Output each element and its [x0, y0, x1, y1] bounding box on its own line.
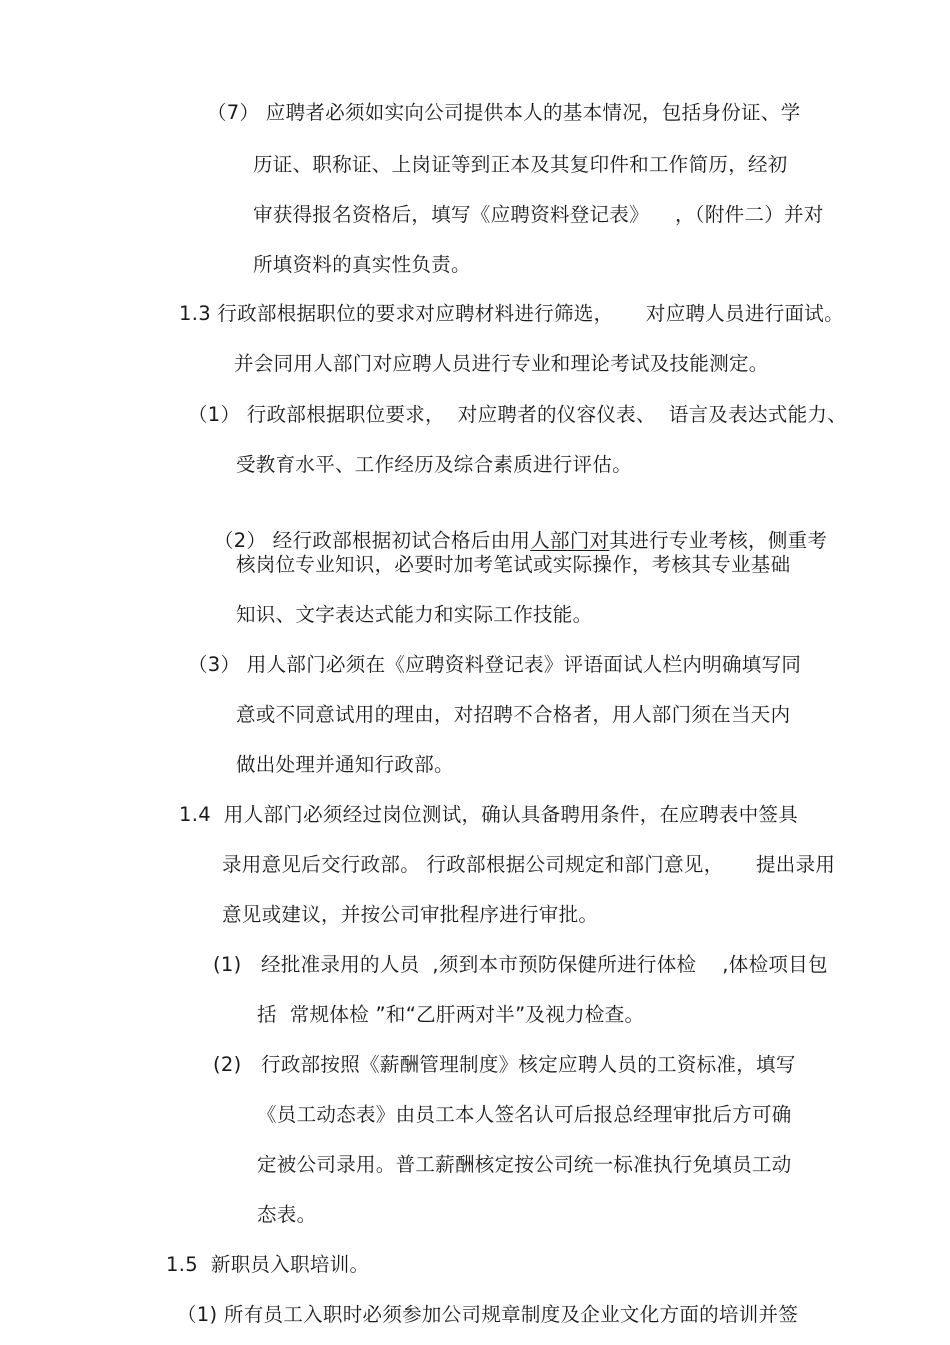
text-segment: （2） 经行政部根据初试合格后由用	[214, 529, 531, 552]
text-line: （1) 所有员工入职时必须参加公司规章制度及企业文化方面的培训并签	[177, 1303, 799, 1326]
text-line: (2) 行政部按照《薪酬管理制度》核定应聘人员的工资标准，填写	[213, 1053, 796, 1076]
text-line: （3） 用人部门必须在《应聘资料登记表》评语面试人栏内明确填写同	[188, 653, 802, 676]
text-line: 意见或建议，并按公司审批程序进行审批。	[222, 903, 599, 926]
text-line: （1） 行政部根据职位要求， 对应聘者的仪容仪表、 语言及表达式能力、	[188, 403, 847, 426]
text-line: 定被公司录用。普工薪酬核定按公司统一标准执行免填员工动	[257, 1153, 792, 1176]
text-segment: 其进行专业考核，侧重考	[609, 529, 828, 552]
section-heading: 1.4 用人部门必须经过岗位测试，确认具备聘用条件，在应聘表中签具	[179, 803, 799, 826]
text-line: 态表。	[257, 1203, 317, 1226]
text-line: 《员工动态表》由员工本人签名认可后报总经理审批后方可确	[257, 1103, 792, 1126]
text-line: 括 常规体检 ”和“乙肝两对半”及视力检查。	[257, 1003, 645, 1026]
text-line: 意或不同意试用的理由，对招聘不合格者，用人部门须在当天内	[236, 703, 791, 726]
text-line: （7） 应聘者必须如实向公司提供本人的基本情况，包括身份证、学	[207, 101, 801, 124]
text-line: (1) 经批准录用的人员 ,须到本市预防保健所进行体检 ,体检项目包	[213, 953, 828, 976]
text-line: 历证、职称证、上岗证等到正本及其复印件和工作简历，经初	[253, 153, 788, 176]
text-line: 核岗位专业知识，必要时加考笔试或实际操作，考核其专业基础	[236, 553, 791, 576]
text-line: 所填资料的真实性负责。	[253, 253, 471, 276]
text-line: 知识、文字表达式能力和实际工作技能。	[236, 603, 593, 626]
underlined-text: 人部门对	[530, 529, 610, 552]
text-line: 录用意见后交行政部。 行政部根据公司规定和部门意见， 提出录用	[222, 853, 836, 876]
section-heading: 1.5 新职员入职培训。	[166, 1253, 370, 1276]
text-line: 受教育水平、工作经历及综合素质进行评估。	[236, 453, 633, 476]
text-line: 做出处理并通知行政部。	[236, 753, 454, 776]
text-line: 审获得报名资格后，填写《应聘资料登记表》 ，（附件二）并对	[253, 203, 824, 226]
section-heading: 1.3 行政部根据职位的要求对应聘材料进行筛选， 对应聘人员进行面试。	[179, 302, 844, 325]
text-line: 并会同用人部门对应聘人员进行专业和理论考试及技能测定。	[234, 352, 769, 375]
